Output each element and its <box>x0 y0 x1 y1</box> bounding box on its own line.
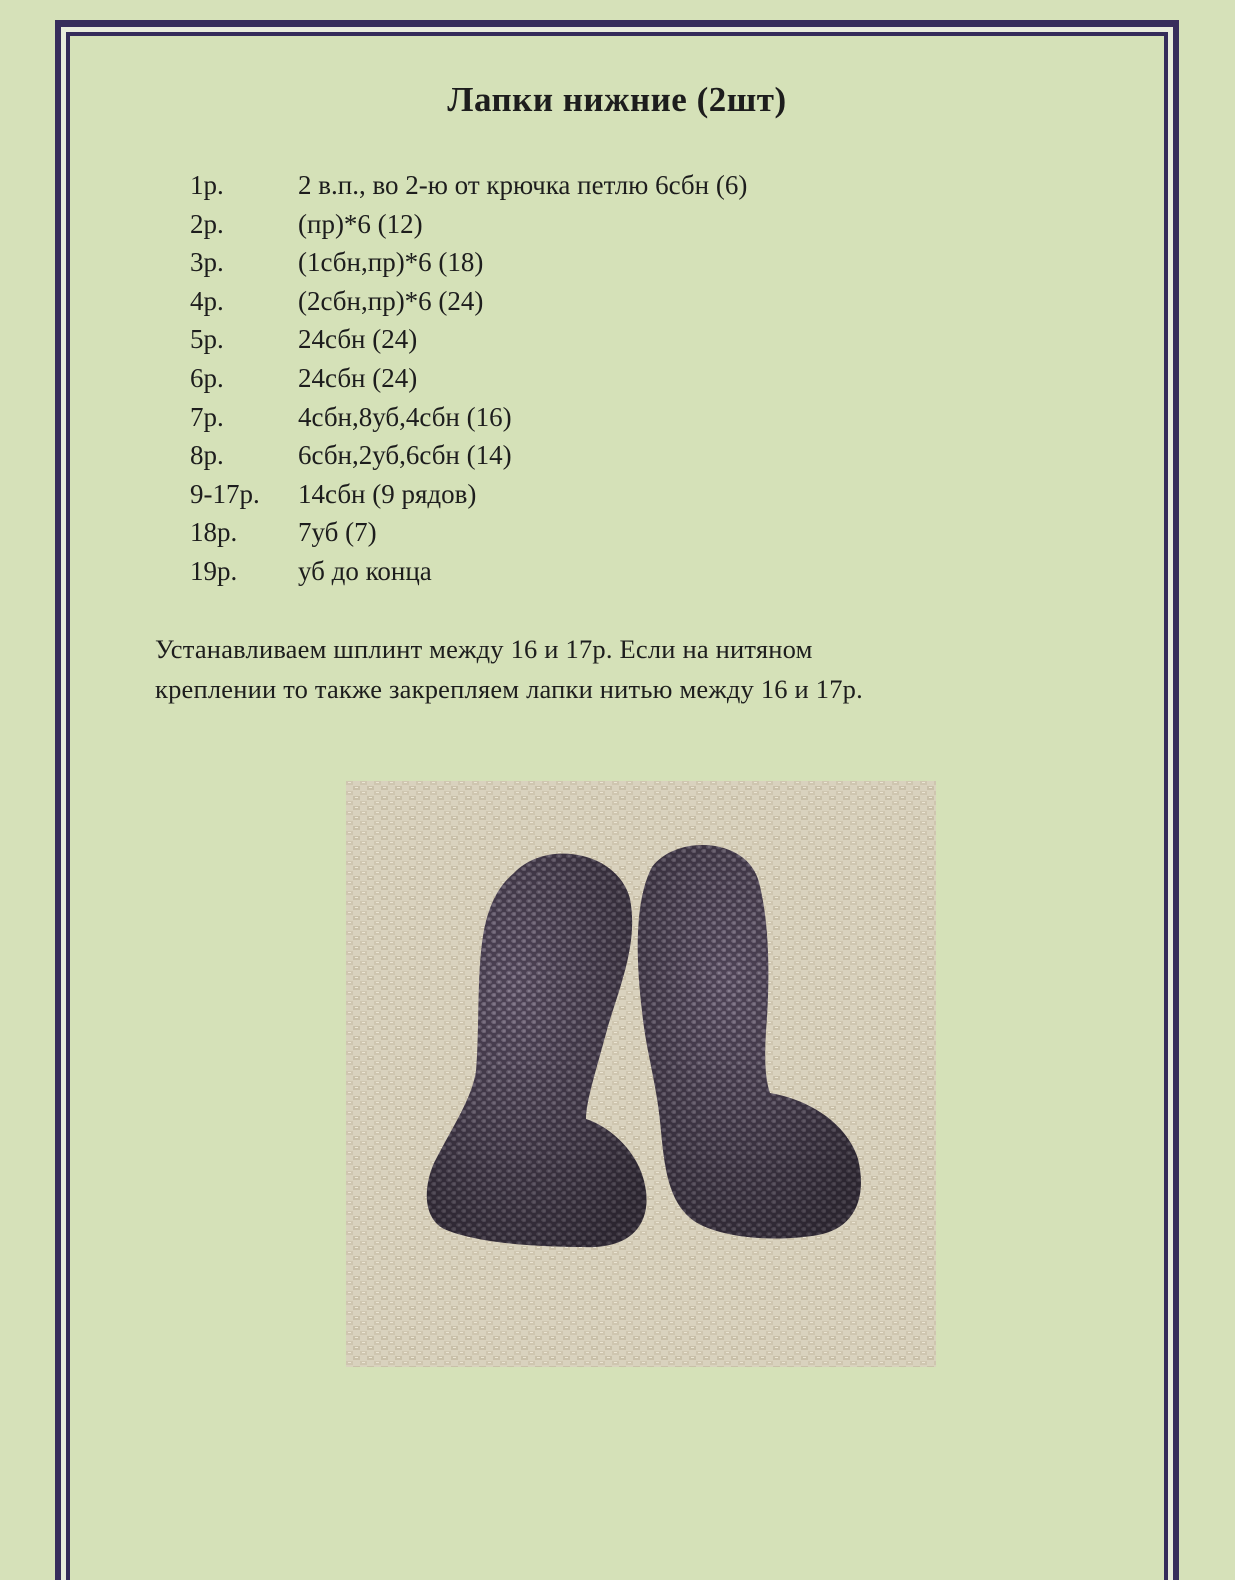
row-instruction: 4сбн,8уб,4сбн (16) <box>298 401 512 432</box>
row-number: 5р. <box>190 324 224 355</box>
assembly-note-line: Устанавливаем шплинт между 16 и 17р. Если на нитяном <box>155 634 813 664</box>
pattern-row <box>190 243 747 282</box>
pattern-row <box>190 513 747 552</box>
pattern-row <box>190 398 747 437</box>
row-number: 7р. <box>190 401 224 432</box>
fabric-background <box>346 781 936 1367</box>
row-instruction: 7уб (7) <box>298 517 377 548</box>
pattern-row <box>190 475 747 514</box>
row-number: 2р. <box>190 208 224 239</box>
page-frame-inner <box>66 32 1168 1580</box>
pattern-row <box>190 205 747 244</box>
pattern-row <box>190 166 747 205</box>
row-instruction: (пр)*6 (12) <box>298 208 423 239</box>
row-instruction: 24сбн (24) <box>298 362 418 393</box>
page-title: Лапки нижние (2шт) <box>447 80 787 119</box>
row-instruction: (2сбн,пр)*6 (24) <box>298 285 484 316</box>
row-instruction: 24сбн (24) <box>298 324 418 355</box>
row-instruction: 6сбн,2уб,6сбн (14) <box>298 440 512 471</box>
row-instruction: (1сбн,пр)*6 (18) <box>298 247 484 278</box>
row-number: 4р. <box>190 285 224 316</box>
row-instruction: 14сбн (9 рядов) <box>298 478 477 509</box>
row-number: 19р. <box>190 555 238 586</box>
row-number: 8р. <box>190 440 224 471</box>
page-frame-gap <box>61 27 1173 1580</box>
pattern-page <box>70 36 1164 1580</box>
row-number: 9-17р. <box>190 478 260 509</box>
row-number: 18р. <box>190 517 238 548</box>
row-instruction: уб до конца <box>298 555 432 586</box>
pattern-rows-list <box>190 166 747 591</box>
assembly-note <box>155 629 1115 709</box>
pattern-row <box>190 359 747 398</box>
assembly-note-line: креплении то также закрепляем лапки нитью между 16 и 17р. <box>155 674 863 704</box>
row-number: 3р. <box>190 247 224 278</box>
pattern-row <box>190 320 747 359</box>
paws-photo <box>346 781 936 1367</box>
row-number: 6р. <box>190 362 224 393</box>
page-frame-outer <box>55 20 1179 1580</box>
row-number: 1р. <box>190 170 224 200</box>
pattern-row <box>190 282 747 321</box>
pattern-row <box>190 552 747 591</box>
row-instruction: 2 в.п., во 2-ю от крючка петлю 6сбн (6) <box>298 170 748 200</box>
pattern-row <box>190 436 747 475</box>
